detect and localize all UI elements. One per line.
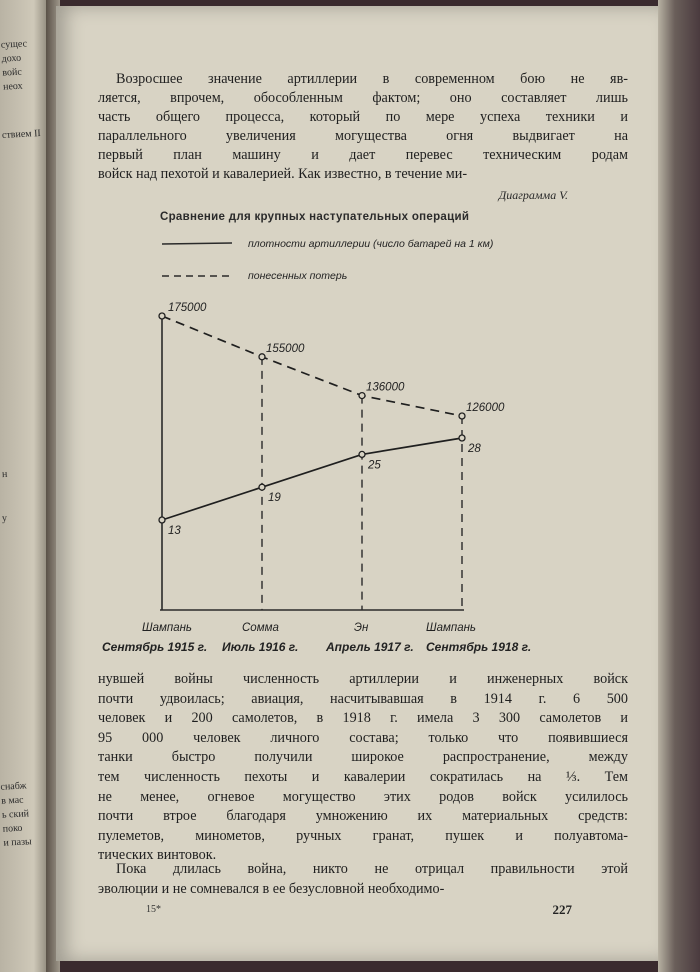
data-point bbox=[259, 484, 265, 490]
left-page-text-fragment: снабж в мас ь ский поко и пазы bbox=[0, 780, 33, 849]
paragraph-line: пулеметов, минометов, ручных гранат, пушек и полуавтома- bbox=[98, 827, 628, 844]
paragraph-line: войск над пехотой и кавалерией. Как известно, в течение ми- bbox=[98, 166, 468, 182]
data-point bbox=[159, 313, 165, 319]
data-label: 126000 bbox=[466, 402, 505, 414]
x-tick-label: Сомма bbox=[242, 622, 279, 634]
data-label: 19 bbox=[268, 492, 281, 505]
legend-label: понесенных потерь bbox=[248, 270, 348, 282]
chart-title: Сравнение для крупных наступательных операций bbox=[160, 211, 470, 223]
losses-series-line bbox=[162, 316, 462, 416]
x-date-label: Апрель 1917 г. bbox=[326, 640, 414, 654]
paragraph-line: параллельного увеличения могущества огня выдвигает на bbox=[98, 128, 628, 144]
paragraph-line: тических винтовок. bbox=[98, 847, 217, 864]
left-page-text-fragment: ствием II bbox=[1, 127, 42, 142]
printer-signature: 15* bbox=[146, 904, 161, 915]
diagram-label: Диаграмма V. bbox=[498, 188, 568, 202]
paragraph-line: эволюции и не сомневался в ее безусловной необходимо- bbox=[98, 880, 445, 897]
data-label: 28 bbox=[468, 443, 481, 455]
paragraph-line: Пока длилась война, никто не отрицал правильности этой bbox=[116, 861, 628, 877]
left-page-text-fragment: сущес дохо войс неох bbox=[0, 38, 28, 93]
paragraph-line: не менее, огневое могущество этих родов войск усилилось bbox=[98, 788, 628, 805]
paragraph-line: почти удвоилась; авиация, насчитывавшая в 1914 г. 6 500 bbox=[98, 690, 628, 707]
x-date-label: Сентябрь 1918 г. bbox=[426, 640, 532, 654]
legend-solid-line bbox=[162, 243, 232, 244]
x-tick-label: Эн bbox=[354, 622, 369, 634]
paragraph-line: первый план машину и дает перевес техническим родам bbox=[98, 147, 628, 163]
paragraph-line: почти втрое благодаря умножению их материальных средств: bbox=[98, 808, 628, 825]
x-tick-label: Шампань bbox=[142, 622, 192, 634]
data-label: 155000 bbox=[266, 342, 305, 355]
legend-label: плотности артиллерии (число батарей на 1 км) bbox=[248, 238, 494, 250]
left-page-text-fragment: н bbox=[1, 468, 8, 481]
data-point bbox=[259, 354, 265, 360]
data-label: 13 bbox=[168, 525, 181, 537]
artillery-series-line bbox=[162, 438, 462, 520]
left-page-edge bbox=[0, 0, 48, 972]
data-point bbox=[459, 413, 465, 419]
casualties-artillery-chart bbox=[56, 6, 660, 666]
paragraph-line: 95 000 человек личного состава; только что появившиеся bbox=[98, 729, 628, 746]
data-label: 25 bbox=[368, 459, 381, 472]
paragraph-line: человек и 200 самолетов, в 1918 г. имела 3 300 самолетов и bbox=[98, 710, 628, 727]
data-point bbox=[359, 393, 365, 399]
paragraph-line: Возросшее значение артиллерии в современном бою не яв- bbox=[116, 71, 628, 87]
data-label: 175000 bbox=[168, 302, 207, 314]
x-date-label: Сентябрь 1915 г. bbox=[102, 640, 208, 654]
paragraph-line: часть общего процесса, который по мере успеха техники и bbox=[98, 109, 628, 125]
data-point bbox=[359, 451, 365, 457]
data-point bbox=[459, 435, 465, 441]
data-point bbox=[159, 517, 165, 523]
paragraph-line: ляется, впрочем, обособленным фактом; оно составляет лишь bbox=[98, 90, 628, 106]
left-page-text-fragment: у bbox=[1, 512, 8, 525]
paragraph-line: танки быстро получили широкое распространение, между bbox=[98, 749, 628, 766]
right-page-edge bbox=[658, 0, 700, 972]
x-tick-label: Шампань bbox=[426, 622, 476, 634]
data-label: 136000 bbox=[366, 381, 405, 394]
page-number: 227 bbox=[552, 902, 572, 917]
paragraph-line: тем численность пехоты и кавалерии сократилась на ⅓. Тем bbox=[98, 769, 628, 785]
paragraph-line: нувшей войны численность артиллерии и инженерных войск bbox=[98, 671, 628, 687]
x-date-label: Июль 1916 г. bbox=[222, 640, 299, 654]
